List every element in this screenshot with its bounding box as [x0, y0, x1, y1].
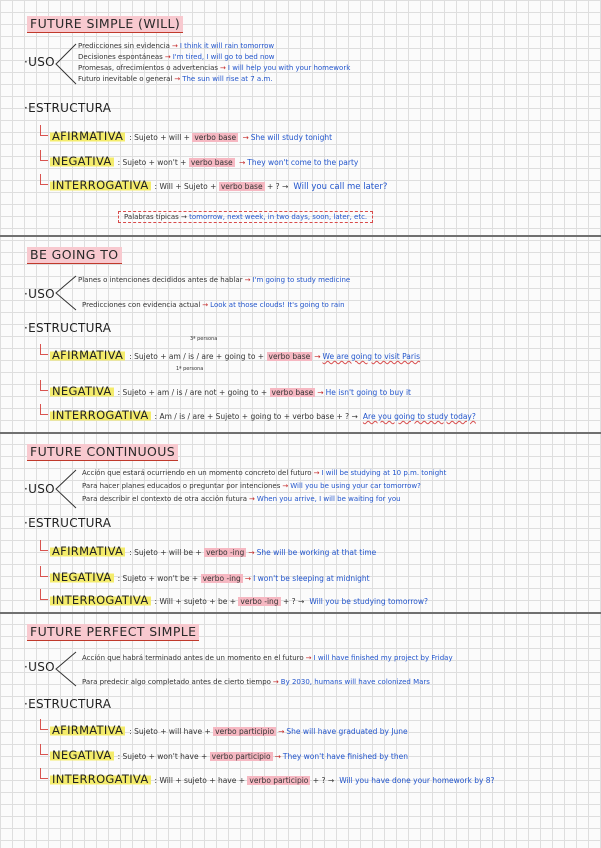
- structure-row-negativa: NEGATIVA : Sujeto + won't have + verbo participio → They won't have finished by then: [52, 748, 408, 762]
- structure-row-afirmativa: AFIRMATIVA : Sujeto + am / is / are + going to + verbo base → We are going to visit Paris: [52, 348, 420, 362]
- structure-row-interrogativa: INTERROGATIVA : Will + Sujeto + verbo base + ? → Will you call me later?: [52, 178, 388, 192]
- structure-row-interrogativa: INTERROGATIVA : Am / is / are + Sujeto + going to + verbo base + ? → Are you going to study today?: [52, 408, 476, 422]
- l-marker-icon: [40, 744, 48, 755]
- uso-item: Decisiones espontáneas → I'm tired, I will go to bed now: [78, 53, 275, 61]
- uso-brace: [52, 650, 78, 688]
- uso-label: ·USO: [24, 660, 55, 674]
- uso-item: Planes o intenciones decididos antes de hablar → I'm going to study medicine: [78, 276, 351, 284]
- estructura-label: ·ESTRUCTURA: [24, 321, 112, 335]
- section-future-simple: [0, 0, 601, 232]
- l-marker-icon: [40, 125, 48, 136]
- uso-brace: [52, 468, 78, 510]
- structure-row-afirmativa: AFIRMATIVA : Sujeto + will have + verbo participio → She will have graduated by June: [52, 723, 408, 737]
- third-person-note: 3ª persona: [190, 336, 218, 342]
- l-marker-icon: [40, 150, 48, 161]
- uso-brace: [52, 274, 78, 312]
- structure-row-negativa: NEGATIVA : Sujeto + won't be + verbo -ing → I won't be sleeping at midnight: [52, 570, 370, 584]
- structure-row-negativa: NEGATIVA : Sujeto + am / is / are not + going to + verbo base → He isn't going to buy it: [52, 384, 411, 398]
- structure-row-interrogativa: INTERROGATIVA : Will + sujeto + have + verbo participio + ? → Will you have done your homework by 8?: [52, 772, 495, 786]
- structure-row-negativa: NEGATIVA : Sujeto + won't + verbo base → They won't come to the party: [52, 154, 359, 168]
- uso-item: Para hacer planes educados o preguntar por intenciones → Will you be using your car tomorrow?: [82, 482, 421, 490]
- estructura-label: ·ESTRUCTURA: [24, 697, 112, 711]
- uso-label: ·USO: [24, 482, 55, 496]
- section-future-continuous: [0, 434, 601, 612]
- l-marker-icon: [40, 566, 48, 577]
- l-marker-icon: [40, 540, 48, 551]
- uso-item: Promesas, ofrecimientos o advertencias → I will help you with your homework: [78, 64, 351, 72]
- structure-row-interrogativa: INTERROGATIVA : Will + sujeto + be + verbo -ing + ? → Will you be studying tomorrow?: [52, 593, 428, 607]
- section-future-perfect-simple: [0, 614, 601, 834]
- uso-item: Para predecir algo completado antes de cierto tiempo → By 2030, humans will have colonized Mars: [82, 678, 430, 686]
- estructura-label: ·ESTRUCTURA: [24, 101, 112, 115]
- uso-label: ·USO: [24, 287, 55, 301]
- uso-item: Predicciones sin evidencia → I think it will rain tomorrow: [78, 42, 275, 50]
- uso-item: Para describir el contexto de otra acción futura → When you arrive, I will be waiting for you: [82, 495, 401, 503]
- l-marker-icon: [40, 589, 48, 600]
- l-marker-icon: [40, 719, 48, 730]
- estructura-label: ·ESTRUCTURA: [24, 516, 112, 530]
- uso-brace: [52, 42, 78, 86]
- l-marker-icon: [40, 768, 48, 779]
- section-title: FUTURE SIMPLE (WILL): [27, 16, 183, 33]
- uso-item: Acción que habrá terminado antes de un momento en el futuro → I will have finished my project by Friday: [82, 654, 453, 662]
- section-title: FUTURE CONTINUOUS: [27, 444, 178, 461]
- uso-item: Futuro inevitable o general → The sun will rise at 7 a.m.: [78, 75, 273, 83]
- section-title: BE GOING TO: [27, 247, 122, 264]
- structure-row-afirmativa: AFIRMATIVA : Sujeto + will be + verbo -ing → She will be working at that time: [52, 544, 377, 558]
- typical-words-box: Palabras típicas → tomorrow, next week, in two days, soon, later, etc.: [118, 211, 373, 223]
- section-title: FUTURE PERFECT SIMPLE: [27, 624, 199, 641]
- l-marker-icon: [40, 174, 48, 185]
- l-marker-icon: [40, 380, 48, 391]
- uso-item: Acción que estará ocurriendo en un momento concreto del futuro → I will be studying at 10 p.m. tonight: [82, 469, 447, 477]
- structure-row-afirmativa: AFIRMATIVA : Sujeto + will + verbo base → She will study tonight: [52, 129, 333, 143]
- l-marker-icon: [40, 404, 48, 415]
- uso-item: Predicciones con evidencia actual → Look at those clouds! It's going to rain: [82, 301, 345, 309]
- section-be-going-to: [0, 237, 601, 434]
- uso-label: ·USO: [24, 55, 55, 69]
- first-person-note: 1ª persona: [176, 366, 204, 372]
- l-marker-icon: [40, 344, 48, 355]
